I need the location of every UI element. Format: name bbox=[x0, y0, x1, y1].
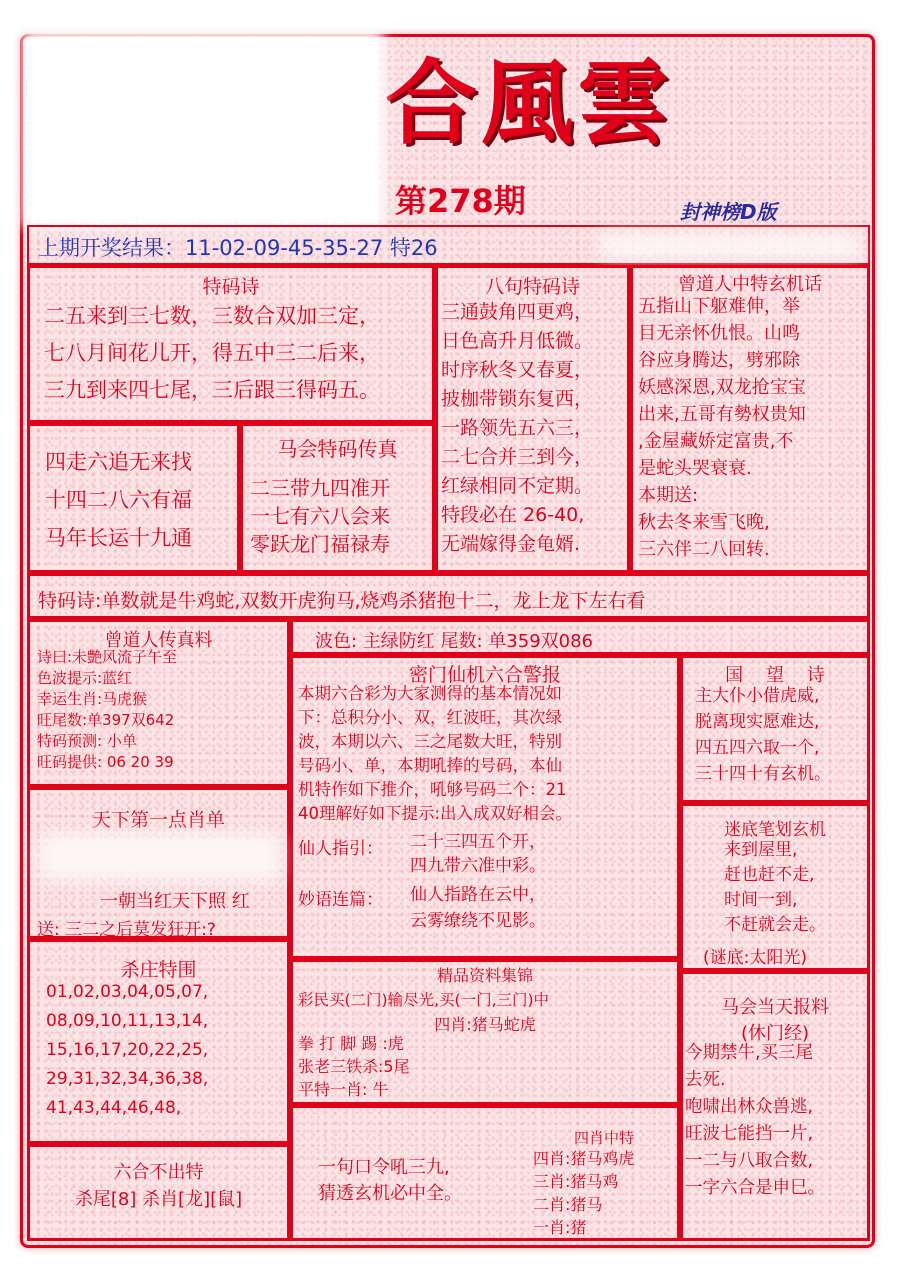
guowang-line: 四五四六取一个, bbox=[695, 738, 820, 758]
liuhe-title: 六合不出特 bbox=[113, 1162, 204, 1183]
mahui-report-lines bbox=[685, 1045, 825, 1207]
riddle-line: 赶也赶不走, bbox=[724, 865, 815, 885]
slogan-line: 一句口令吼三九, bbox=[318, 1157, 450, 1178]
mahui-report-line: 今期禁牛,买三尾 bbox=[685, 1043, 814, 1063]
liuhe-line: 杀尾[8] 杀肖[龙][鼠] bbox=[74, 1189, 243, 1210]
mahui-report-title: 马会当天报料 bbox=[721, 997, 829, 1018]
poem-line: 七八月间花儿开，得五中三二后来， bbox=[44, 341, 380, 365]
secret-lines bbox=[298, 686, 572, 830]
poem-line: 二五来到三七数，三数合双加三定， bbox=[44, 304, 380, 328]
secret-guide-line: 四九带六准中彩。 bbox=[410, 856, 546, 876]
zeng-title: 曾道人中特玄机话 bbox=[678, 274, 822, 295]
secret-line: 机特作如下推介，吼够号码二个：21 bbox=[298, 780, 567, 799]
secret-line: 波，本期以六、三之尾数大旺，特别 bbox=[298, 732, 562, 751]
secret-quote-line: 云雾缭绕不见影。 bbox=[410, 911, 546, 931]
zeng-line: 五指山下躯难伸，举 bbox=[638, 296, 800, 317]
guowang-lines bbox=[695, 688, 831, 792]
sixiao-title: 四肖中特 bbox=[574, 1129, 635, 1147]
zeng-fax-line: 幸运生肖:马虎猴 bbox=[37, 690, 148, 708]
zeng-line: 目无亲怀仇恨。山鸣 bbox=[638, 323, 800, 344]
blurred-logo-area bbox=[22, 30, 384, 228]
guowang-line: 主大仆小借虎威, bbox=[695, 686, 820, 706]
secret-line: 本期六合彩为大家测得的基本情况如 bbox=[298, 684, 562, 703]
jingpin-items bbox=[298, 1036, 410, 1105]
eight-poem-line: 三通鼓角四更鸡， bbox=[441, 301, 594, 323]
blurred-ad-area bbox=[600, 234, 860, 258]
mahui-report-line: 旺波七能挡一片, bbox=[685, 1124, 814, 1144]
zeng-send-line: 秋去冬来雪飞晚, bbox=[638, 512, 770, 533]
mahui-fax-line: 二三带九四准开 bbox=[250, 476, 390, 500]
poem-line: 三九到来四七尾，三后跟三得码五。 bbox=[44, 378, 380, 402]
secret-quote-line: 仙人指路在云中， bbox=[410, 885, 546, 905]
eight-poem-line: 二七合并三到今， bbox=[441, 446, 594, 468]
secret-line: 40理解好如下提示:出入成双好相会。 bbox=[298, 804, 573, 823]
poem-lines bbox=[44, 306, 380, 417]
secret-line: 下：总积分小、双，红波旺，其次绿 bbox=[298, 708, 562, 727]
kill-title: 杀庄特围 bbox=[120, 959, 197, 981]
zeng-line: ,金屋藏娇定富贵,不 bbox=[638, 431, 794, 452]
sixiao-lines bbox=[533, 1151, 634, 1243]
riddle-answer: (谜底:太阳光) bbox=[703, 948, 807, 968]
zeng-fax-line: 色波提示:蓝红 bbox=[37, 669, 133, 687]
secret-quote-label: 妙语连篇： bbox=[298, 890, 383, 910]
jingpin-line: 四肖:猪马蛇虎 bbox=[434, 1015, 536, 1034]
mahui-fax-line: 零跃龙门福禄寿 bbox=[250, 532, 390, 556]
riddle-lines bbox=[724, 842, 826, 942]
kill-line: 15,16,17,20,22,25, bbox=[46, 1040, 209, 1060]
eight-poem-line: 一路领先五六三， bbox=[441, 417, 594, 439]
wave-text: 波色: 主绿防红 尾数: 单359双086 bbox=[315, 631, 594, 652]
eight-poem-line: 披枷带锁东复西， bbox=[441, 388, 594, 410]
guowang-title: 国 望 诗 bbox=[725, 665, 825, 686]
mahui-report-line: 去死. bbox=[685, 1070, 726, 1090]
mahui-fax-title: 马会特码传真 bbox=[277, 437, 398, 461]
kill-lines bbox=[46, 984, 208, 1129]
eight-poem-lines bbox=[441, 303, 593, 564]
zeng-line: 谷应身腾达，劈邪除 bbox=[638, 350, 800, 371]
slogan-lines bbox=[318, 1159, 462, 1211]
riddle-title: 迷底笔划玄机 bbox=[724, 820, 826, 840]
jingpin-item: 平特一肖: 牛 bbox=[298, 1080, 389, 1099]
mahui-fax-line: 一七有六八会来 bbox=[250, 504, 390, 528]
zeng-fax-title: 曾道人传真料 bbox=[104, 630, 213, 651]
riddle-line: 时间一到, bbox=[724, 890, 798, 910]
jingpin-line: 彩民买(二门)输尽光,买(一门,三门)中 bbox=[298, 991, 550, 1009]
left-poem-line: 马年长运十九通 bbox=[45, 526, 192, 550]
zeng-line: 出来,五哥有勢权贵知 bbox=[638, 404, 806, 425]
kill-line: 41,43,44,46,48, bbox=[46, 1098, 182, 1118]
blurred-tianxia-area bbox=[40, 834, 280, 880]
mahui-report-subtitle: (休门经) bbox=[740, 1023, 810, 1044]
zeng-send-label: 本期送: bbox=[638, 485, 699, 506]
secret-quote-lines bbox=[410, 887, 546, 939]
last-result: 上期开奖结果：11-02-09-45-35-27 特26 bbox=[38, 236, 438, 260]
zeng-lines bbox=[638, 298, 806, 568]
left-poem-line: 十四二八六有福 bbox=[45, 488, 192, 512]
eight-poem-line: 红绿相同不定期。 bbox=[441, 475, 594, 497]
mahui-fax-lines bbox=[250, 478, 390, 562]
masthead-title: 合風雲 bbox=[385, 49, 674, 157]
zeng-send-line: 三六伴二八回转. bbox=[638, 539, 770, 560]
zeng-fax-line: 诗曰:未艶风流子午至 bbox=[37, 648, 178, 666]
zeng-line: 是蛇头哭衰衰. bbox=[638, 458, 752, 479]
zeng-line: 妖感深恩,双龙抢宝宝 bbox=[638, 377, 806, 398]
issue-number: 第278期 bbox=[395, 182, 526, 220]
zeng-fax-line: 特码预测: 小单 bbox=[37, 732, 137, 750]
slogan-line: 猜透玄机必中全。 bbox=[318, 1183, 462, 1204]
mahui-report-line: 咆啸出林众兽逃, bbox=[685, 1097, 814, 1117]
eight-poem-line: 特段必在 26-40, bbox=[441, 504, 585, 526]
zeng-fax-line: 旺尾数:单397双642 bbox=[37, 711, 175, 729]
left-poem-lines bbox=[45, 452, 192, 566]
secret-guide-lines bbox=[410, 834, 546, 882]
mahui-report-line: 一字六合是申巳。 bbox=[685, 1178, 825, 1198]
kill-line: 08,09,10,11,13,14, bbox=[46, 1011, 209, 1031]
sixiao-line: 二肖:猪马 bbox=[533, 1195, 603, 1214]
zeng-fax-lines bbox=[37, 650, 177, 776]
poem-title: 特码诗 bbox=[202, 276, 260, 298]
eight-poem-title: 八句特码诗 bbox=[484, 276, 580, 298]
secret-line: 号码小、单，本期吼捧的号码，本仙 bbox=[298, 756, 562, 775]
banner-text: 特码诗:单数就是牛鸡蛇,双数开虎狗马,烧鸡杀猪抱十二，龙上龙下左右看 bbox=[38, 590, 646, 612]
eight-poem-line: 日色高升月低微。 bbox=[441, 330, 594, 352]
jingpin-item: 拳 打 脚 踢 :虎 bbox=[298, 1034, 404, 1053]
secret-title: 密门仙机六合警报 bbox=[408, 664, 561, 686]
mahui-report-line: 一二与八取合数, bbox=[685, 1151, 814, 1171]
kill-line: 01,02,03,04,05,07, bbox=[46, 982, 209, 1002]
riddle-line: 不赶就会走。 bbox=[724, 915, 826, 935]
secret-guide-label: 仙人指引： bbox=[298, 839, 383, 859]
eight-poem-line: 时序秋冬又春夏， bbox=[441, 359, 594, 381]
guowang-line: 脱离现实愿难达, bbox=[695, 712, 820, 732]
zeng-fax-line: 旺码提供: 06 20 39 bbox=[37, 753, 174, 771]
sixiao-line: 一肖:猪 bbox=[533, 1218, 587, 1237]
tianxia-line: 送: 三二之后莫发狂开:? bbox=[37, 920, 216, 940]
riddle-line: 来到屋里, bbox=[724, 840, 798, 860]
guowang-line: 三十四十有玄机。 bbox=[695, 764, 831, 784]
eight-poem-line: 无端嫁得金龟婿. bbox=[441, 533, 581, 555]
tianxia-line: 一朝当红天下照 红 bbox=[100, 891, 250, 912]
secret-guide-line: 二十三四五个开， bbox=[410, 832, 546, 852]
edition-label: 封神榜D版 bbox=[680, 200, 777, 224]
sixiao-line: 三肖:猪马鸡 bbox=[533, 1172, 619, 1191]
tianxia-title: 天下第一点肖单 bbox=[91, 809, 225, 831]
jingpin-item: 张老三铁杀:5尾 bbox=[298, 1057, 410, 1076]
kill-line: 29,31,32,34,36,38, bbox=[46, 1069, 209, 1089]
jingpin-title: 精品资料集锦 bbox=[436, 966, 533, 985]
left-poem-line: 四走六追无来找 bbox=[45, 450, 192, 474]
sixiao-line: 四肖:猪马鸡虎 bbox=[533, 1149, 635, 1168]
